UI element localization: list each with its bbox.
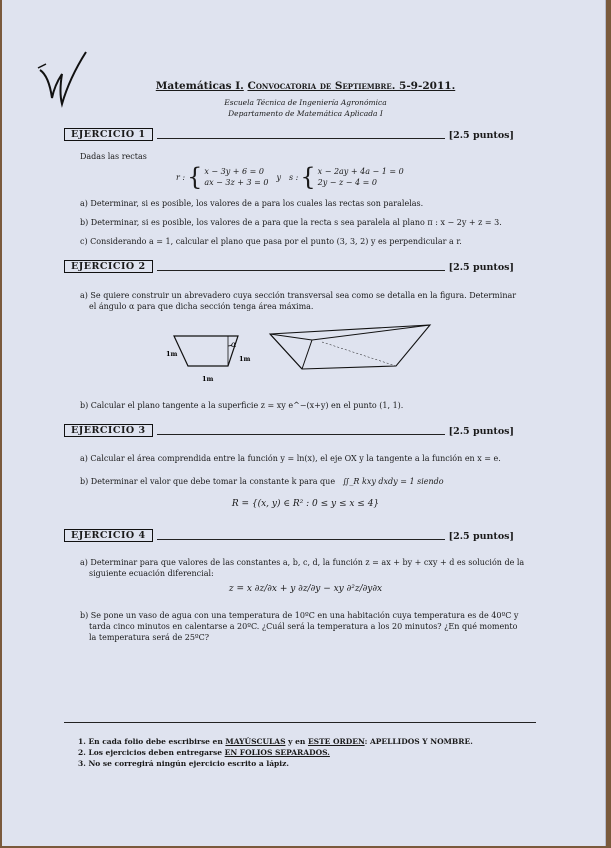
figure-bottom-label: 1m: [202, 375, 214, 383]
line-s-eq2: 2y − z − 4 = 0: [317, 178, 378, 187]
exercise-2-part-a-line2: el ángulo α para que dicha sección tenga área máxima.: [89, 302, 314, 311]
exercise-1-points: [2.5 puntos]: [448, 130, 514, 141]
note-2-separate: EN FOLIOS SEPARADOS.: [224, 748, 330, 757]
region-definition: R = {(x, y) ∈ R² : 0 ≤ y ≤ x ≤ 4}: [231, 499, 380, 509]
conjunction: y: [276, 172, 282, 182]
exercise-4-part-b-line1: b) Se pone un vaso de agua con una temperatura de 10ºC en una habitación cuya temperatura es de 40ºC y: [80, 611, 519, 620]
page-title: [0, 80, 611, 92]
exercise-4-header: [64, 528, 514, 542]
exercise-1-label: EJERCICIO 1: [64, 128, 153, 141]
trough-3d-figure: [266, 322, 438, 372]
double-integral: ∬_R kxy dxdy = 1 siendo: [342, 477, 444, 486]
exercise-3-rule: [157, 434, 445, 435]
exercise-3-part-b: [80, 476, 444, 487]
exercise-2-header: [64, 259, 514, 273]
exercise-4-part-a-line1: a) Determinar para que valores de las constantes a, b, c, d, la función z = ax + by + cxy + d es solución de la: [80, 558, 525, 567]
note-3: 3. No se corregirá ningún ejercicio escrito a lápiz.: [78, 759, 290, 768]
exercise-2-part-a-line1: a) Se quiere construir un abrevadero cuya sección transversal sea como se detalla en la figura. Determinar: [80, 291, 517, 300]
exercise-2-points: [2.5 puntos]: [448, 262, 514, 273]
exercise-2-rule: [157, 270, 445, 271]
exercise-1-part-c: c) Considerando a = 1, calcular el plano que pasa por el punto (3, 3, 2) y es perpendicular a r.: [80, 237, 462, 246]
exercise-1-part-a: a) Determinar, si es posible, los valores de a para los cuales las rectas son paralelas.: [80, 199, 424, 208]
figure-alpha-label: α: [231, 340, 237, 349]
exercise-1-intro: Dadas las rectas: [80, 152, 147, 161]
exercise-2-part-b: b) Calcular el plano tangente a la superficie z = xy e^−(x+y) en el punto (1, 1).: [80, 401, 404, 410]
figure-left-label: 1m: [166, 350, 178, 358]
exercise-4-label: EJERCICIO 4: [64, 529, 153, 542]
exercise-3-part-a: a) Calcular el área comprendida entre la función y = ln(x), el eje OX y la tangente a la función en x = e.: [80, 454, 501, 463]
exercise-1-header: [64, 127, 514, 141]
exercise-4-points: [2.5 puntos]: [448, 531, 514, 542]
exercise-3-label: EJERCICIO 3: [64, 424, 153, 437]
differential-equation: z = x ∂z/∂x + y ∂z/∂y − xy ∂²z/∂y∂x: [228, 584, 383, 594]
line-r-system: [176, 163, 404, 191]
brace-icon: {: [300, 163, 316, 191]
note-1-order: ESTE ORDEN: [307, 737, 365, 746]
note-2-text: 2. Los ejercicios deben entregarse: [78, 748, 222, 757]
note-1-post: : APELLIDOS Y NOMBRE.: [364, 737, 473, 746]
note-1-text: 1. En cada folio debe escribirse en: [78, 737, 223, 746]
title-rest: Convocatoria de Septiembre. 5-9-2011.: [247, 80, 456, 92]
figure-right-label: 1m: [239, 355, 251, 363]
exercise-4-part-b-line2: tarda cinco minutos en calentarse a 20ºC. ¿Cuál será la temperatura a los 20 minutos? ¿En qué momento: [89, 622, 518, 631]
note-1: [78, 737, 473, 746]
exercise-4-rule: [157, 539, 445, 540]
department-name: Departamento de Matemática Aplicada I: [228, 109, 383, 118]
school-name: Escuela Técnica de Ingeniería Agronómica: [224, 98, 387, 107]
line-s-eq1: x − 2ay + 4a − 1 = 0: [317, 167, 404, 176]
trough-cross-section-figure: [160, 328, 260, 386]
exercise-4-part-b-line3: la temperatura será de 25ºC?: [89, 633, 210, 642]
brace-icon: {: [187, 163, 203, 191]
exercise-2-label: EJERCICIO 2: [64, 260, 153, 273]
exercise-1-part-b: b) Determinar, si es posible, los valores de a para que la recta s sea paralela al plano π : x − 2y + z = 3.: [80, 218, 502, 227]
exercise-1-rule: [157, 138, 445, 139]
exercise-3-header: [64, 423, 514, 437]
line-r-name: r :: [176, 172, 186, 182]
exercise-3-part-b-text: b) Determinar el valor que debe tomar la constante k para que: [80, 477, 336, 486]
exercise-4-part-a-line2: siguiente ecuación diferencial:: [89, 569, 214, 578]
line-s-name: s :: [289, 172, 299, 182]
line-r-eq2: ax − 3z + 3 = 0: [204, 178, 269, 187]
note-1-mid: y en: [288, 737, 306, 746]
note-1-uppercase: MAYÚSCULAS: [225, 737, 286, 746]
footer-divider: [64, 722, 536, 723]
title-main: Matemáticas I.: [155, 80, 244, 92]
exercise-3-points: [2.5 puntos]: [448, 426, 514, 437]
line-r-eq1: x − 3y + 6 = 0: [204, 167, 265, 176]
note-2: [78, 748, 330, 757]
